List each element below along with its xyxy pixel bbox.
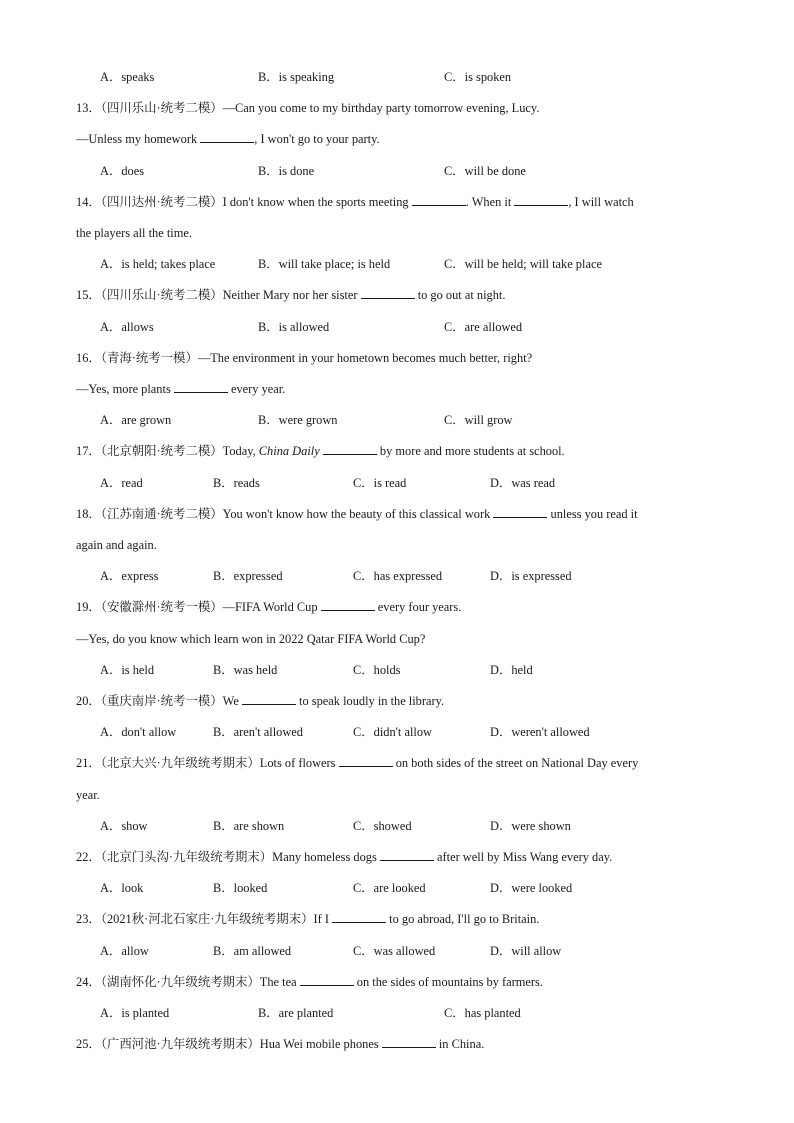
option-choice[interactable]: B．am allowed (213, 944, 292, 958)
option-choice[interactable]: B．are planted (258, 1006, 334, 1020)
question-line (76, 131, 726, 147)
question-text: , I will watch (568, 195, 634, 209)
option-choice[interactable]: C．will grow (444, 413, 513, 427)
option-choice[interactable]: C．will be held; will take place (444, 257, 602, 271)
answer-blank[interactable] (412, 194, 466, 206)
answer-options (100, 568, 740, 584)
answer-blank[interactable] (242, 693, 296, 705)
option-choice[interactable]: D．held (490, 663, 533, 677)
option-choice[interactable]: C．is read (353, 476, 407, 490)
question-text: . When it (465, 195, 515, 209)
question-line (76, 381, 726, 397)
answer-blank[interactable] (200, 131, 254, 143)
question-text: , I won't go to your party. (254, 132, 380, 146)
answer-blank[interactable] (321, 599, 375, 611)
question-text: in China. (435, 1037, 485, 1051)
option-choice[interactable]: A．are grown (100, 413, 172, 427)
question-text: 14．（四川达州·统考二模）I don't know when the sports meeting (76, 195, 412, 209)
question-text: 18．（江苏南通·统考二模）You won't know how the beauty of this classical work (76, 507, 494, 521)
question-text: 20．（重庆南岸·统考一模）We (76, 694, 242, 708)
question-line (76, 506, 726, 522)
option-choice[interactable]: B．is done (258, 164, 315, 178)
question-text: after well by Miss Wang every day. (433, 850, 613, 864)
question-line (76, 537, 726, 553)
answer-blank[interactable] (174, 381, 228, 393)
option-choice[interactable]: C．has expressed (353, 569, 443, 583)
option-choice[interactable]: B．are shown (213, 819, 285, 833)
answer-options (100, 1005, 740, 1021)
question-line (76, 755, 726, 771)
question-text: unless you read it (547, 507, 638, 521)
option-choice[interactable]: C．are looked (353, 881, 426, 895)
answer-options (100, 880, 740, 896)
question-text: —Yes, do you know which learn won in 2022 Qatar FIFA World Cup? (76, 632, 426, 646)
question-text: 16．（青海·统考一模）—The environment in your hometown becomes much better, right? (76, 351, 533, 365)
question-line (76, 194, 726, 210)
answer-blank[interactable] (382, 1036, 436, 1048)
option-choice[interactable]: D．weren't allowed (490, 725, 590, 739)
italic-title: China Daily (258, 444, 320, 458)
answer-options (100, 256, 740, 272)
question-line (76, 849, 726, 865)
option-choice[interactable]: A．allow (100, 944, 149, 958)
answer-options (100, 69, 740, 85)
option-choice[interactable]: B．were grown (258, 413, 338, 427)
question-text: every four years. (374, 600, 462, 614)
option-choice[interactable]: C．will be done (444, 164, 526, 178)
question-line (76, 225, 726, 241)
option-choice[interactable]: C．didn't allow (353, 725, 432, 739)
question-text: on both sides of the street on National Day every (392, 756, 639, 770)
answer-blank[interactable] (323, 443, 377, 455)
question-line (76, 100, 726, 116)
answer-blank[interactable] (361, 287, 415, 299)
option-choice[interactable]: D．was read (490, 476, 556, 490)
question-text: 24．（湖南怀化·九年级统考期末）The tea (76, 975, 300, 989)
answer-blank[interactable] (514, 194, 568, 206)
question-text: 21．（北京大兴·九年级统考期末）Lots of flowers (76, 756, 339, 770)
answer-blank[interactable] (300, 974, 354, 986)
question-text: 15．（四川乐山·统考二模）Neither Mary nor her sister (76, 288, 361, 302)
option-choice[interactable]: D．were looked (490, 881, 573, 895)
answer-options (100, 319, 740, 335)
option-choice[interactable]: B．looked (213, 881, 268, 895)
option-choice[interactable]: D．were shown (490, 819, 571, 833)
option-choice[interactable]: A．look (100, 881, 144, 895)
option-choice[interactable]: B．reads (213, 476, 260, 490)
question-line (76, 787, 726, 803)
question-text: 19．（安徽滁州·统考一模）—FIFA World Cup (76, 600, 321, 614)
option-choice[interactable]: A．speaks (100, 70, 155, 84)
option-choice[interactable]: A．read (100, 476, 143, 490)
option-choice[interactable]: B．is speaking (258, 70, 335, 84)
option-choice[interactable]: A．express (100, 569, 159, 583)
answer-blank[interactable] (332, 911, 386, 923)
question-text: 25．（广西河池·九年级统考期末）Hua Wei mobile phones (76, 1037, 382, 1051)
option-choice[interactable]: B．aren't allowed (213, 725, 303, 739)
question-text: on the sides of mountains by farmers. (353, 975, 543, 989)
question-text: year. (76, 788, 100, 802)
question-text: to go out at night. (414, 288, 506, 302)
question-text: the players all the time. (76, 226, 192, 240)
question-text: to speak loudly in the library. (295, 694, 445, 708)
option-choice[interactable]: C．was allowed (353, 944, 436, 958)
question-text: by more and more students at school. (376, 444, 565, 458)
question-line (76, 974, 726, 990)
option-choice[interactable]: B．was held (213, 663, 278, 677)
answer-options (100, 163, 740, 179)
question-line (76, 443, 726, 459)
option-choice[interactable]: C．is spoken (444, 70, 512, 84)
question-text: 17．（北京朝阳·统考二模）Today, (76, 444, 259, 458)
option-choice[interactable]: B．expressed (213, 569, 283, 583)
question-line (76, 631, 726, 647)
option-choice[interactable]: A．is held; takes place (100, 257, 216, 271)
option-choice[interactable]: A．show (100, 819, 148, 833)
question-text: again and again. (76, 538, 157, 552)
option-choice[interactable]: C．showed (353, 819, 412, 833)
question-line (76, 287, 726, 303)
answer-blank[interactable] (493, 506, 547, 518)
answer-options (100, 724, 740, 740)
option-choice[interactable]: A．don't allow (100, 725, 177, 739)
question-line (76, 1036, 726, 1052)
answer-blank[interactable] (339, 755, 393, 767)
answer-blank[interactable] (380, 849, 434, 861)
question-text: 23．（2021秋·河北石家庄·九年级统考期末）If I (76, 912, 333, 926)
question-line (76, 693, 726, 709)
question-text: 13．（四川乐山·统考二模）—Can you come to my birthday party tomorrow evening, Lucy. (76, 101, 540, 115)
option-choice[interactable]: A．is held (100, 663, 155, 677)
question-text: to go abroad, I'll go to Britain. (386, 912, 540, 926)
answer-options (100, 412, 740, 428)
option-choice[interactable]: D．will allow (490, 944, 562, 958)
question-text: 22．（北京门头沟·九年级统考期末）Many homeless dogs (76, 850, 380, 864)
option-choice[interactable]: A．does (100, 164, 145, 178)
question-text: —Yes, more plants (76, 382, 174, 396)
answer-options (100, 662, 740, 678)
option-choice[interactable]: A．allows (100, 320, 154, 334)
option-choice[interactable]: A．is planted (100, 1006, 170, 1020)
option-choice[interactable]: C．holds (353, 663, 401, 677)
option-choice[interactable]: C．has planted (444, 1006, 521, 1020)
answer-options (100, 943, 740, 959)
option-choice[interactable]: C．are allowed (444, 320, 523, 334)
question-text: —Unless my homework (76, 132, 201, 146)
option-choice[interactable]: B．will take place; is held (258, 257, 391, 271)
question-line (76, 350, 726, 366)
answer-options (100, 818, 740, 834)
question-text: every year. (227, 382, 286, 396)
question-line (76, 599, 726, 615)
option-choice[interactable]: B．is allowed (258, 320, 330, 334)
question-line (76, 911, 726, 927)
option-choice[interactable]: D．is expressed (490, 569, 572, 583)
answer-options (100, 475, 740, 491)
